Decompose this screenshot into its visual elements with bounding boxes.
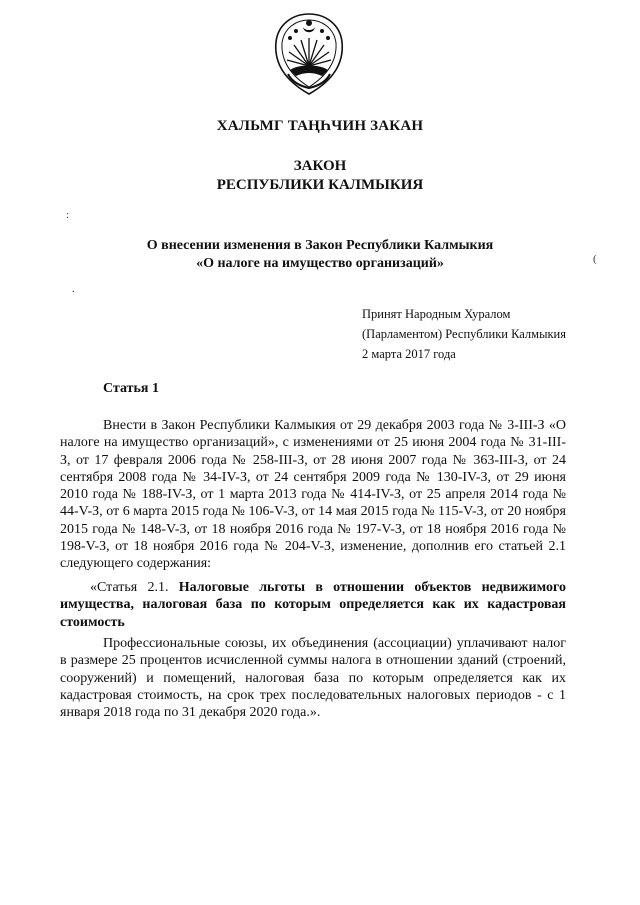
article-heading: Статья 1: [103, 381, 159, 396]
kalmyk-law-title: ХАЛЬМГ ТАҢҺЧИН ЗАКАН: [216, 118, 424, 134]
adoption-line2: (Парламентом) Республики Калмыкия: [362, 327, 566, 341]
law-title-line1: О внесении изменения в Закон Республики Калмыкия: [146, 238, 494, 253]
new-article-title: [60, 579, 566, 631]
law-title-line2: «О налоге на имущество организаций»: [196, 256, 444, 271]
new-article-title-text: Налоговые льготы в отношении объектов недвижимого имущества, налоговая база по которым определяется как их кадастровая стоимость: [60, 580, 566, 630]
kalmykia-coat-of-arms-emblem: [270, 10, 348, 98]
scan-mark: (: [593, 253, 597, 265]
republic-name: РЕСПУБЛИКИ КАЛМЫКИЯ: [216, 177, 424, 193]
scan-mark: .: [72, 283, 75, 295]
law-label: ЗАКОН: [293, 158, 347, 174]
article-paragraph: Внести в Закон Республики Калмыкия от 29 декабря 2003 года № 3-III-З «О налоге на имущество организаций», с изменениями от 25 июня 2004 года № 31-III-З, от 17 февраля 2006 года № 258-III-З, от 28 июня 2007 года № 363-III-З, от 24 сентября 2008 года № 34-IV-З, от 24 сентября 2009 года № 130-IV-З, от 29 июня 2010 года № 188-IV-З, от 1 марта 2013 года № 414-IV-З, от 25 апреля 2014 года № 44-V-З, от 6 марта 2015 года № 106-V-З, от 14 мая 2015 года № 115-V-З, от 20 ноября 2015 года № 148-V-З, от 18 ноября 2016 года № 197-V-З, от 18 ноября 2016 года № 198-V-З, от 18 ноября 2016 года № 204-V-З, изменение, дополнив его статьей 2.1 следующего содержания:: [60, 418, 566, 572]
new-article-paragraph: Профессиональные союзы, их объединения (ассоциации) уплачивают налог в размере 25 процентов исчисленной суммы налога в отношении зданий (строений, сооружений) и помещений, налоговая база по которым определяется как их кадастровая стоимость, на срок трех последовательных налоговых периодов - с 1 января 2018 года по 31 декабря 2020 года.».: [60, 636, 566, 721]
adoption-note: [362, 304, 566, 364]
law-title: [0, 237, 640, 273]
new-article-prefix: «Статья 2.1.: [90, 580, 179, 595]
adoption-line1: Принят Народным Хуралом: [362, 307, 511, 321]
adoption-date: 2 марта 2017 года: [362, 347, 456, 361]
scan-mark: :: [66, 209, 70, 221]
law-heading: [0, 157, 640, 195]
